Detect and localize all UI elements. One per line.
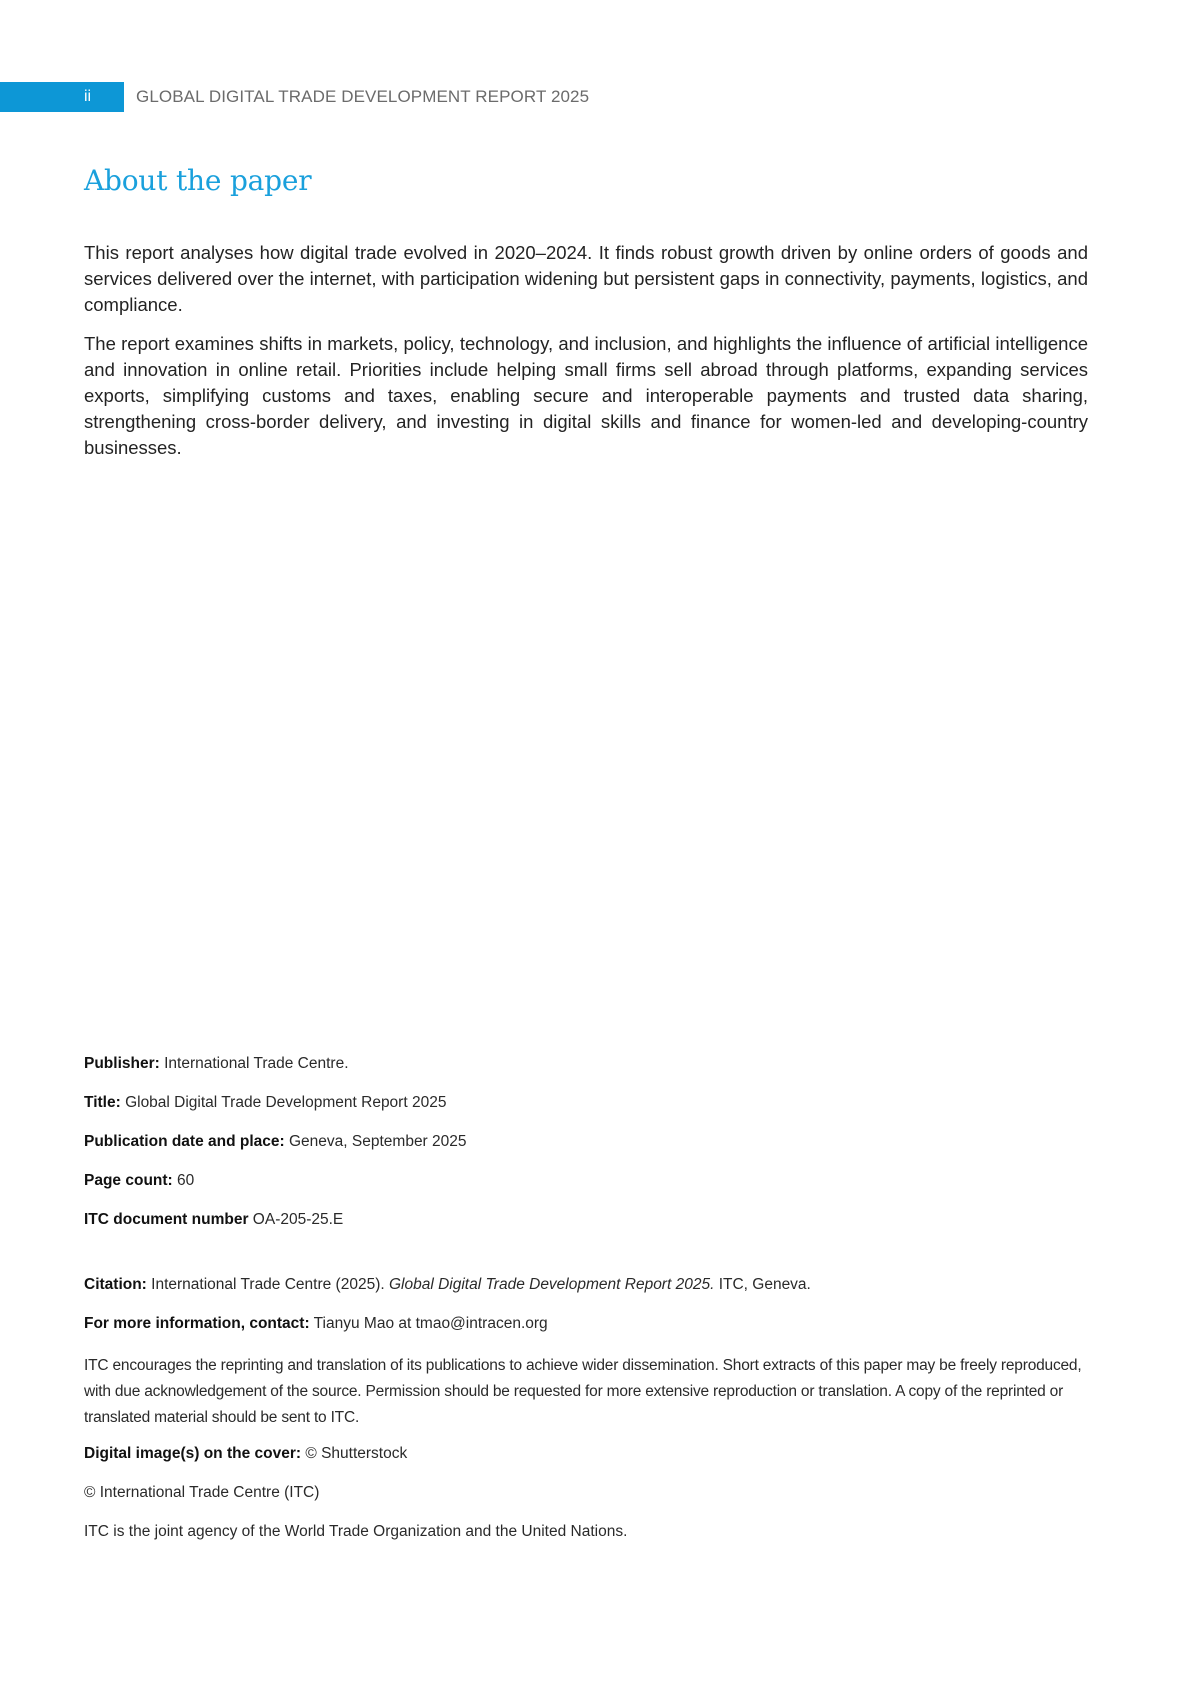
- contact-label: For more information, contact:: [84, 1315, 310, 1332]
- citation-title: Global Digital Trade Development Report 2025.: [388, 1276, 715, 1293]
- contact-line: [84, 1314, 1094, 1353]
- page-count-label: Page count:: [84, 1172, 173, 1189]
- title-label: Title:: [84, 1094, 121, 1111]
- citation-suffix: ITC, Geneva.: [718, 1276, 811, 1293]
- body-paragraph: This report analyses how digital trade evolved in 2020–2024. It finds robust growth driven by online orders of goods and services delivered over the internet, with participation widening but persistent gaps in connectivity, payments, logistics, and compliance.: [84, 242, 1088, 315]
- doc-number-line: [84, 1210, 1094, 1249]
- section-title: About the paper: [84, 164, 312, 197]
- body-paragraph: The report examines shifts in markets, policy, technology, and inclusion, and highlights the influence of artificial intelligence and innovation in online retail. Priorities include helping small firms sell abroad through platforms, expanding services exports, simplifying customs and taxes, enabling secure and interoperable payments and trusted data sharing, strengthening cross-border delivery, and investing in digital skills and finance for women-led and developing-country businesses.: [84, 333, 1088, 458]
- publisher-line: [84, 1054, 1094, 1093]
- contact-value: Tianyu Mao at tmao@intracen.org: [313, 1315, 548, 1332]
- cover-images-label: Digital image(s) on the cover:: [84, 1445, 302, 1462]
- publisher-value: International Trade Centre.: [164, 1055, 349, 1072]
- title-line: [84, 1093, 1094, 1132]
- publisher-label: Publisher:: [84, 1055, 160, 1072]
- date-place-value: Geneva, September 2025: [289, 1133, 467, 1150]
- running-title: GLOBAL DIGITAL TRADE DEVELOPMENT REPORT 2025: [136, 87, 590, 106]
- copyright-line: © International Trade Centre (ITC): [84, 1484, 320, 1501]
- doc-number-value: OA-205-25.E: [252, 1211, 344, 1228]
- citation-prefix: International Trade Centre (2025).: [151, 1276, 385, 1293]
- title-value: Global Digital Trade Development Report 2025: [125, 1094, 447, 1111]
- spacer: [84, 1249, 1094, 1275]
- about-body: [84, 240, 1088, 474]
- page-count-value: 60: [177, 1172, 195, 1189]
- reprint-notice: ITC encourages the reprinting and translation of its publications to achieve wider dissemination. Short extracts of this paper may be freely reproduced, with due acknowledgement of the source. Permission should be requested for more extensive reproduction or translation. A copy of the reprinted or translated material should be sent to ITC.: [84, 1357, 1082, 1426]
- cover-images-line: [84, 1444, 1094, 1483]
- running-header: [0, 82, 700, 112]
- publication-info: [84, 1054, 1094, 1561]
- citation-label: Citation:: [84, 1276, 147, 1293]
- citation-line: [84, 1275, 1094, 1314]
- date-place-line: [84, 1132, 1094, 1171]
- cover-images-value: © Shutterstock: [305, 1445, 408, 1462]
- agency-note: ITC is the joint agency of the World Trade Organization and the United Nations.: [84, 1523, 628, 1540]
- page-number-tab: [0, 82, 124, 112]
- page-number: ii: [84, 88, 92, 105]
- page-count-line: [84, 1171, 1094, 1210]
- date-place-label: Publication date and place:: [84, 1133, 285, 1150]
- doc-number-label: ITC document number: [84, 1211, 249, 1228]
